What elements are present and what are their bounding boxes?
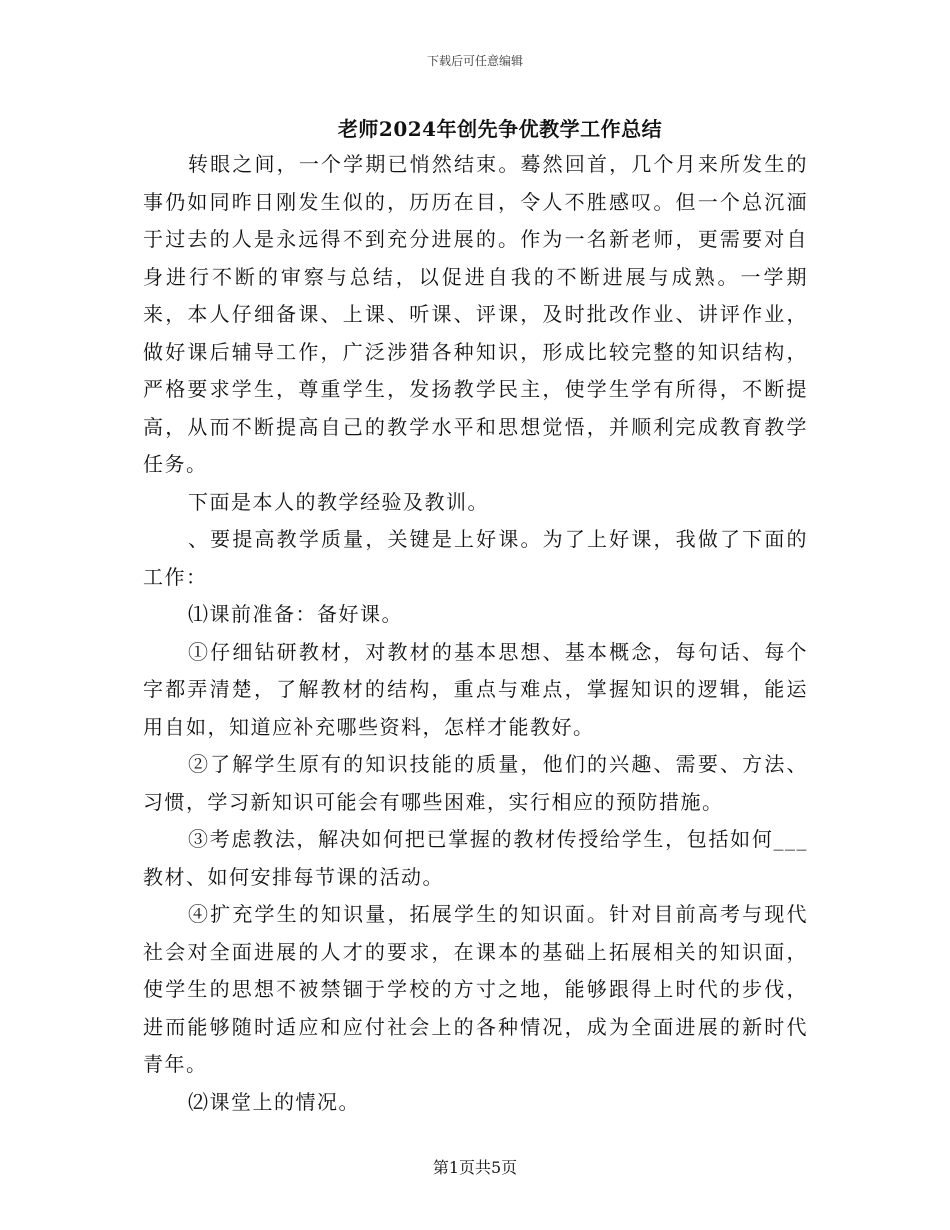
body-paragraph: ④扩充学生的知识量，拓展学生的知识面。针对目前高考与现代社会对全面进展的人才的要求，在课本的基础上拓展相关的知识面，使学生的思想不被禁锢于学校的方寸之地，能够跟得上时代的步伐，进而能够随时适应和应付社会上的各种情况，成为全面进展的新时代青年。 <box>143 902 808 1076</box>
page-footer-number: 第1页共5页 <box>432 1158 518 1177</box>
body-paragraph: ⑴课前准备：备好课。 <box>188 602 403 626</box>
document-title: 老师2024年创先争优教学工作总结 <box>337 117 663 141</box>
body-paragraph: ⑵课堂上的情况。 <box>188 1089 360 1114</box>
page-header-note: 下载后可任意编辑 <box>426 54 523 68</box>
document-body <box>143 146 808 1121</box>
body-paragraph: 下面是本人的教学经验及教训。 <box>188 489 489 514</box>
body-paragraph: ③考虑教法，解决如何把已掌握的教材传授给学生，包括如何___教材、如何安排每节课的活动。 <box>143 827 808 889</box>
body-paragraph: 、要提高教学质量，关键是上好课。为了上好课，我做了下面的工作： <box>143 527 808 589</box>
body-paragraph: 转眼之间，一个学期已悄然结束。蓦然回首，几个月来所发生的事仍如同昨日刚发生似的，历历在目，令人不胜感叹。但一个总沉湎于过去的人是永远得不到充分进展的。作为一名新老师，更需要对自身进行不断的审察与总结，以促进自我的不断进展与成熟。一学期来，本人仔细备课、上课、听课、评课，及时批改作业、讲评作业，做好课后辅导工作，广泛涉猎各种知识，形成比较完整的知识结构，严格要求学生，尊重学生，发扬教学民主，使学生学有所得，不断提高，从而不断提高自己的教学水平和思想觉悟，并顺利完成教育教学任务。 <box>143 152 808 476</box>
body-paragraph: ①仔细钻研教材，对教材的基本思想、基本概念，每句话、每个字都弄清楚，了解教材的结构，重点与难点，掌握知识的逻辑，能运用自如，知道应补充哪些资料，怎样才能教好。 <box>143 639 808 739</box>
body-paragraph: ②了解学生原有的知识技能的质量，他们的兴趣、需要、方法、习惯，学习新知识可能会有哪些困难，实行相应的预防措施。 <box>143 752 808 814</box>
